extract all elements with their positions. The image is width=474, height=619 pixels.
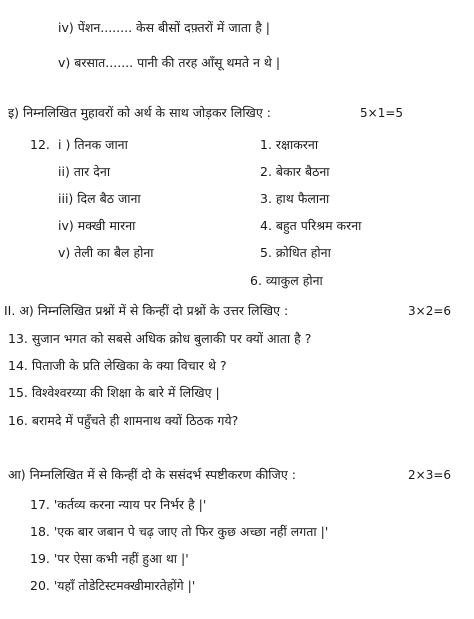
question-number-12: 12. [30,137,50,152]
question-20: 20. 'यहाँ तोडेटिस्टमक्खीमारतेहोंगे |' [30,578,196,593]
question-13: 13. सुजान भगत को सबसे अधिक क्रोध बुलाकी पर क्यों आता है ? [8,331,312,346]
section-e-heading: इ) निम्नलिखित मुहावरों को अर्थ के साथ जोड़कर लिखिए : [8,105,271,120]
question-14: 14. पिताजी के प्रति लेखिका के क्या विचार थे ? [8,358,227,373]
question-15: 15. विश्वेश्वरय्या की शिक्षा के बारे में लिखिए | [8,385,220,400]
idiom-ii: ii) तार देना [58,164,111,179]
idiom-iv: iv) मक्खी मारना [58,218,136,233]
section-2aa-heading: आ) निम्नलिखित में से किन्हीं दो के ससंदर्भ स्पष्टीकरण कीजिए : [8,467,296,482]
meaning-3: 3. हाथ फैलाना [260,191,330,206]
fill-blank-v: v) बरसात....... पानी की तरह आँसू थमते न थे | [58,55,281,70]
fill-blank-iv: iv) पेंशन........ केस बीसों दफ़्तरों में जाता है | [58,20,271,35]
meaning-4: 4. बहुत परिश्रम करना [260,218,362,233]
question-19: 19. 'पर ऐसा कभी नहीं हुआ था |' [30,551,189,566]
idiom-iii: iii) दिल बैठ जाना [58,191,141,206]
section-2a-marks: 3×2=6 [408,304,452,318]
meaning-5: 5. क्रोधित होना [260,245,331,260]
meaning-2: 2. बेकार बैठना [260,164,330,179]
section-e-marks: 5×1=5 [360,106,404,120]
section-2aa-marks: 2×3=6 [408,468,452,482]
idiom-v: v) तेली का बैल होना [58,245,154,260]
question-18: 18. 'एक बार जबान पे चढ़ जाए तो फिर कुछ अच्छा नहीं लगता |' [30,524,329,539]
idiom-i: i ) तिनक जाना [58,137,128,152]
meaning-6: 6. व्याकुल होना [250,273,323,288]
meaning-1: 1. रक्षाकरना [260,137,319,152]
question-16: 16. बरामदे में पहुँचते ही शामनाथ क्यों ठिठक गये? [8,413,239,428]
section-2a-heading: II. अ) निम्नलिखित प्रश्नों में से किन्हीं दो प्रश्नों के उत्तर लिखिए : [4,303,289,318]
question-17: 17. 'कर्तव्य करना न्याय पर निर्भर है |' [30,497,207,512]
